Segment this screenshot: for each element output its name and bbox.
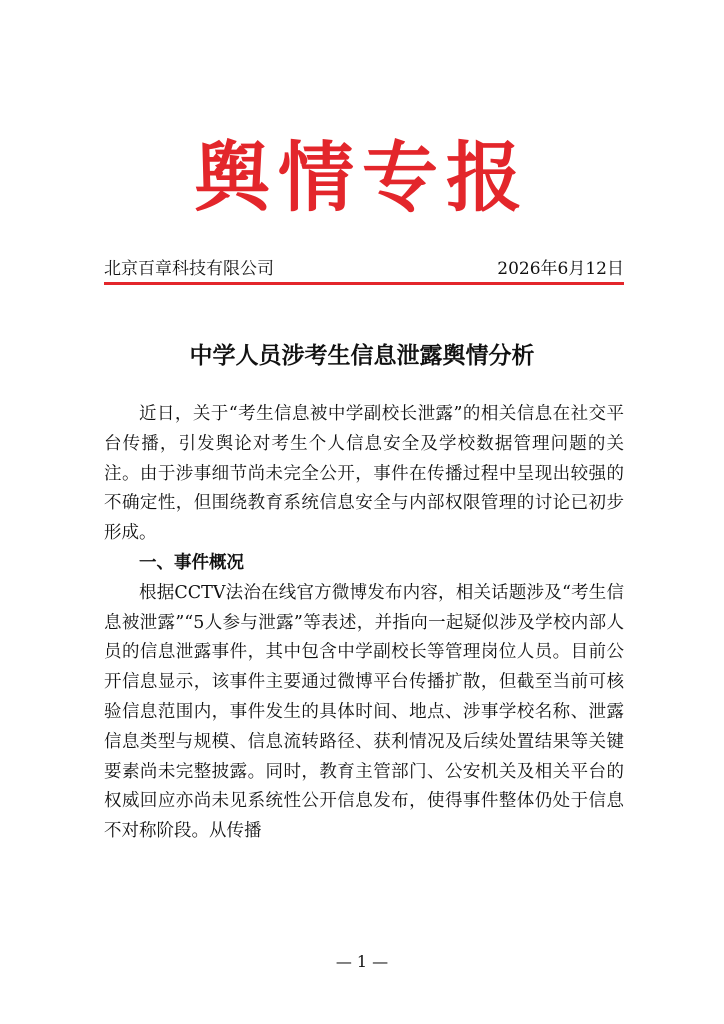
masthead-title: 舆情专报 <box>194 133 530 222</box>
red-divider <box>104 282 624 285</box>
page-number: — 1 — <box>335 952 389 971</box>
section-heading: 一、事件概况 <box>139 552 244 573</box>
document-body <box>104 400 624 847</box>
issue-date: 2026年6月12日 <box>497 259 624 279</box>
document-title: 中学人员涉考生信息泄露舆情分析 <box>189 343 535 369</box>
issuer-name: 北京百章科技有限公司 <box>104 259 274 279</box>
intro-paragraph: 近日，关于“考生信息被中学副校长泄露”的相关信息在社交平台传播，引发舆论对考生个人信息安全及学校数据管理问题的关注。由于涉事细节尚未完全公开，事件在传播过程中呈现出较强的不确定性，但围绕教育系统信息安全与内部权限管理的讨论已初步形成。 <box>104 404 624 544</box>
section-paragraph: 根据CCTV法治在线官方微博发布内容，相关话题涉及“考生信息被泄露”“5人参与泄露”等表述，并指向一起疑似涉及学校内部人员的信息泄露事件，其中包含中学副校长等管理岗位人员。目前公开信息显示，该事件主要通过微博平台传播扩散，但截至当前可核验信息范围内，事件发生的具体时间、地点、涉事学校名称、泄露信息类型与规模、信息流转路径、获利情况及后续处置结果等关键要素尚未完整披露。同时，教育主管部门、公安机关及相关平台的权威回应亦尚未见系统性公开信息发布，使得事件整体仍处于信息不对称阶段。从传播 <box>104 582 624 842</box>
issuer-row <box>104 258 624 280</box>
